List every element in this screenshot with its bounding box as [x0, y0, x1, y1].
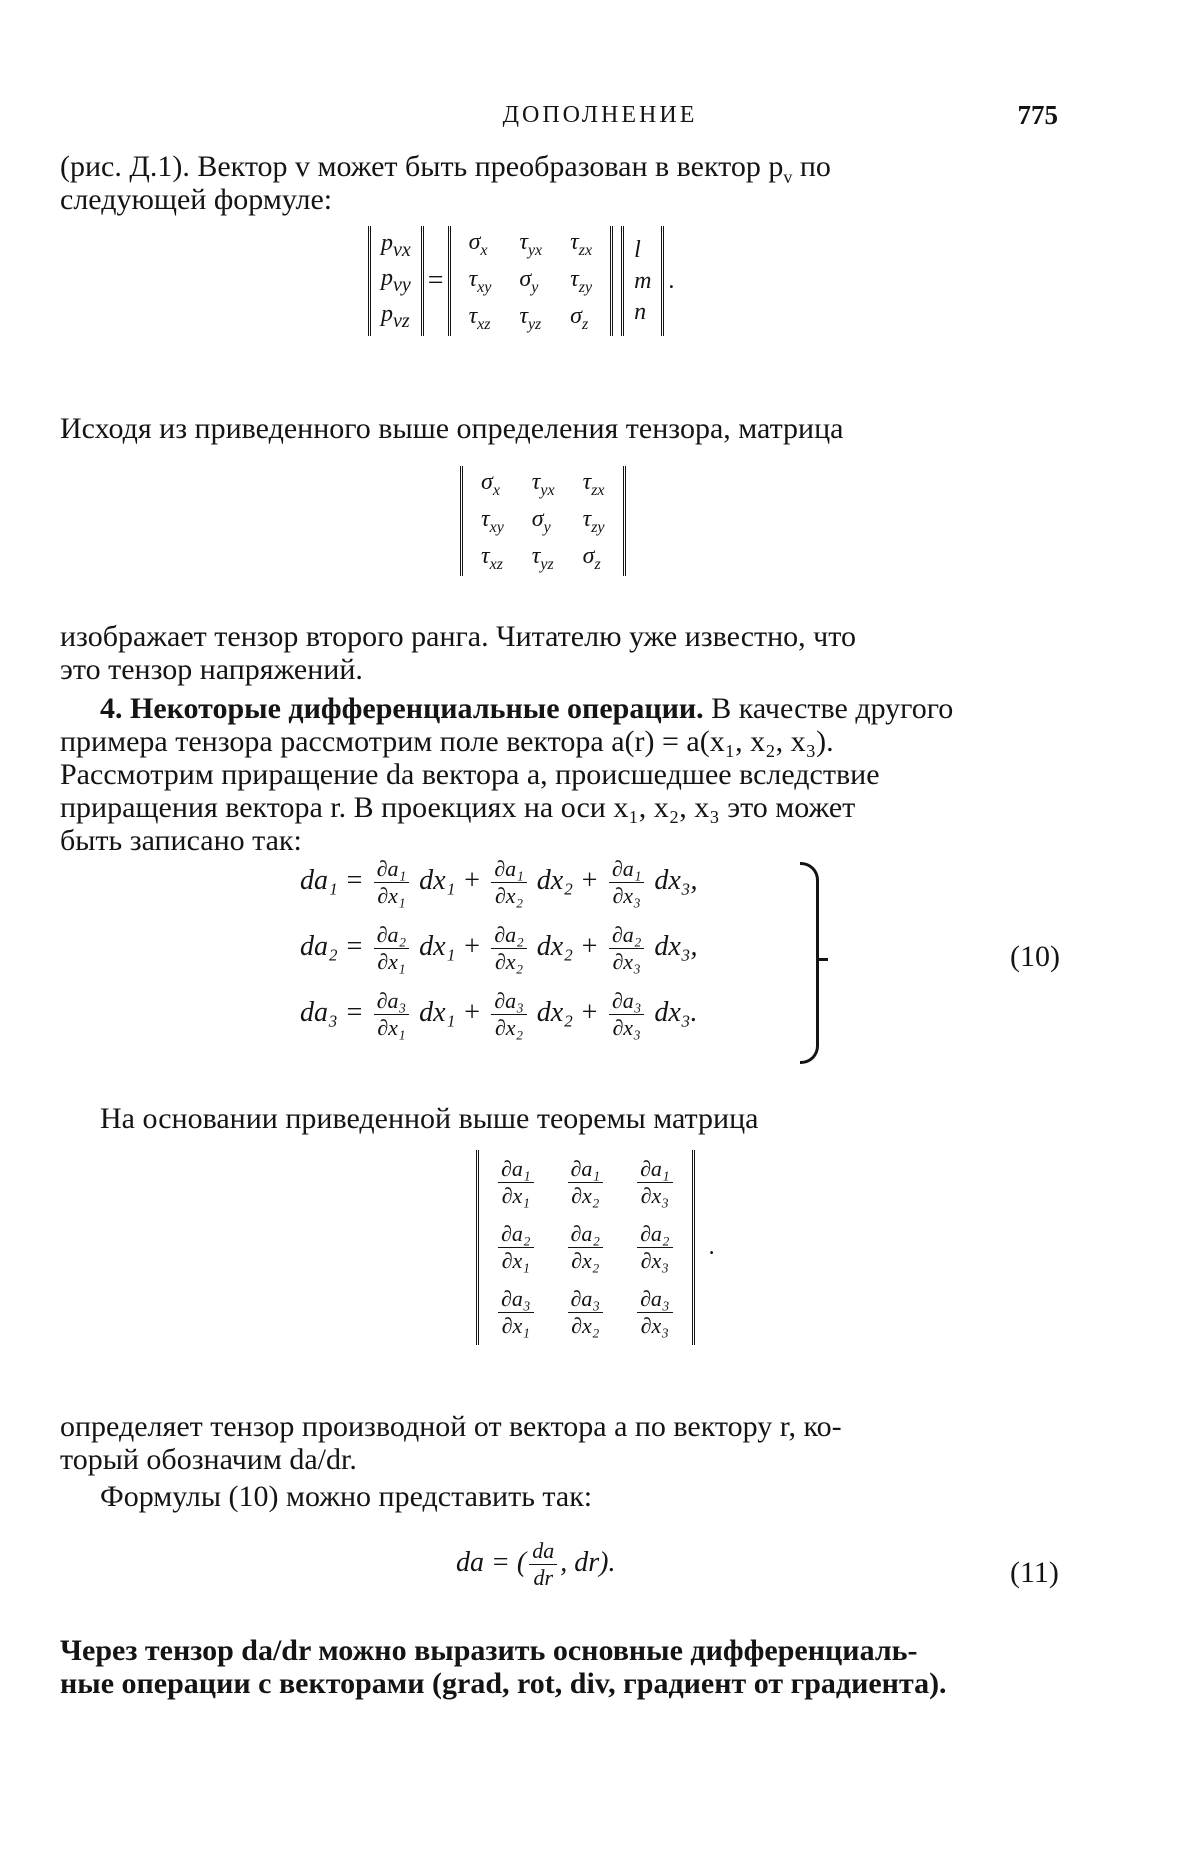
stress-equation	[368, 226, 678, 336]
matrix-row	[467, 540, 619, 577]
fraction: $\frac{\text{∂a₃}}{\text{∂x₃}}$	[637, 1286, 673, 1339]
matrix-cell: $\tau_{xz}$	[481, 542, 503, 573]
p-vector-entry: $p_{vy}$	[381, 265, 411, 297]
matrix-cell: $\sigma_y$	[519, 265, 539, 296]
dir-l: l	[634, 236, 641, 263]
direction-vector	[623, 226, 663, 336]
paragraph-3-line-2: это тензор напряжений.	[60, 653, 363, 686]
matrix-cell: $\tau_{yz}$	[519, 302, 542, 333]
fraction: $\frac{\text{∂a₁}}{\text{∂x₁}}$	[498, 1156, 534, 1209]
differential-term: dx₁ +	[412, 864, 489, 896]
matrix-cell: $\tau_{xy}$	[481, 505, 504, 536]
matrix-cell	[551, 1280, 621, 1345]
right-brace	[800, 862, 819, 1064]
matrix-cell: $\tau_{zx}$	[582, 469, 605, 499]
differential-term: dx₁ +	[412, 930, 489, 962]
equation-10	[300, 856, 698, 1054]
matrix-cell: $\sigma_z$	[570, 302, 589, 333]
trailing-dot: .	[668, 267, 675, 294]
fraction: $\frac{\text{∂a₂}}{\text{∂x₂}}$	[568, 1221, 604, 1274]
jacobian-matrix	[476, 1150, 729, 1345]
running-header: ДОПОЛНЕНИЕ	[502, 102, 698, 128]
paragraph-7: Формулы (10) можно представить так:	[100, 1480, 593, 1513]
fraction: $\frac{\text{∂a₃}}{\text{∂x₃}}$	[609, 988, 645, 1041]
equation-lhs: da₃ =	[300, 996, 371, 1028]
dir-m: m	[634, 267, 652, 294]
stress-tensor-matrix	[460, 466, 626, 576]
matrix-cell: $\tau_{zy}$	[582, 505, 605, 536]
paragraph-4-line-3: Рассмотрим приращение da вектора a, происшедшее вследствие	[60, 758, 880, 791]
matrix-cell: $\tau_{yx}$	[519, 229, 543, 259]
paragraph-8-line-2: ные операции с векторами (grad, rot, div, градиент от градиента).	[60, 1667, 947, 1700]
matrix-cell	[481, 1215, 551, 1280]
dir-n: n	[634, 298, 647, 325]
trailing-dot: .	[708, 1234, 715, 1260]
paragraph-3-line-1: изображает тензор второго ранга. Читателю уже известно, что	[60, 620, 856, 653]
matrix-row	[481, 1280, 690, 1345]
differential-term: dx₂ +	[529, 996, 606, 1028]
paragraph-2: Исходя из приведенного выше определения тензора, матрица	[60, 412, 844, 445]
matrix-cell	[481, 1280, 551, 1345]
paragraph-8-line-1: Через тензор da/dr можно выразить основные дифференциаль-	[60, 1634, 918, 1667]
matrix-row	[455, 300, 607, 337]
paragraph-5: На основании приведенной выше теоремы матрица	[100, 1102, 759, 1135]
section-heading: 4. Некоторые дифференциальные операции.	[100, 692, 704, 725]
differential-term: dx₁ +	[412, 996, 489, 1028]
p4-rest: В качестве другого	[703, 692, 954, 725]
equation-lhs: da₁ =	[300, 864, 371, 896]
paragraph-4-line-4: приращения вектора r. В проекциях на оси x₁, x₂, x₃ это может	[60, 791, 856, 824]
equation-11	[456, 1538, 615, 1591]
matrix-cell	[620, 1215, 690, 1280]
matrix-cell: $\sigma_y$	[531, 505, 551, 536]
eq11-lhs: da = (	[456, 1546, 527, 1578]
differential-term: dx₂ +	[529, 930, 606, 962]
matrix-cell: $\tau_{zx}$	[570, 229, 593, 259]
paragraph-6-line-1: определяет тензор производной от вектора a по вектору r, ко-	[60, 1410, 842, 1443]
paragraph-4-line-2: примера тензора рассмотрим поле вектора a(r) = a(x₁, x₂, x₃).	[60, 725, 834, 758]
fraction: $\frac{\text{∂a₂}}{\text{∂x₁}}$	[374, 922, 410, 975]
matrix-row	[467, 466, 619, 503]
fraction: $\frac{\text{∂a₃}}{\text{∂x₂}}$	[491, 988, 527, 1041]
matrix-row	[481, 1215, 690, 1280]
p1-text: (рис. Д.1). Вектор v может быть преобразован в вектор p	[60, 150, 784, 183]
fraction: $\frac{\text{∂a₂}}{\text{∂x₃}}$	[637, 1221, 673, 1274]
fraction: $\frac{\text{∂a₁}}{\text{∂x₁}}$	[374, 856, 410, 909]
page-number: 775	[1017, 100, 1058, 130]
matrix-cell: $\tau_{yx}$	[531, 469, 555, 499]
equation-row	[300, 856, 698, 922]
fraction: $\frac{\text{∂a₁}}{\text{∂x₂}}$	[568, 1156, 604, 1209]
matrix-cell	[551, 1215, 621, 1280]
fraction: $\frac{\text{∂a₁}}{\text{∂x₃}}$	[637, 1156, 673, 1209]
matrix-row	[455, 226, 607, 263]
eq11-fraction: $\frac{da}{dr}$	[529, 1538, 557, 1591]
differential-term: dx₃,	[647, 864, 698, 896]
matrix-row	[455, 263, 607, 300]
fraction: $\frac{\text{∂a₁}}{\text{∂x₂}}$	[491, 856, 527, 909]
paragraph-6-line-2: торый обозначим da/dr.	[60, 1443, 357, 1476]
differential-term: dx₃.	[647, 996, 698, 1028]
matrix-cell	[620, 1150, 690, 1215]
matrix-row	[467, 503, 619, 540]
equation-number-10: (10)	[1010, 940, 1060, 973]
equation-row	[300, 988, 698, 1054]
matrix-cell: $\tau_{yz}$	[531, 542, 554, 573]
p1-end: по	[792, 150, 831, 183]
matrix-cell	[551, 1150, 621, 1215]
fraction: $\frac{\text{∂a₁}}{\text{∂x₃}}$	[609, 856, 645, 909]
matrix-row	[481, 1150, 690, 1215]
p-vector-entry: $p_{vz}$	[381, 301, 410, 332]
differential-term: dx₂ +	[529, 864, 606, 896]
stress-matrix	[449, 226, 612, 336]
matrix-cell	[620, 1280, 690, 1345]
brace-tip	[816, 958, 828, 961]
matrix-cell	[481, 1150, 551, 1215]
paragraph-1-line-2: следующей формуле:	[60, 183, 333, 216]
equation-number-11: (11)	[1010, 1556, 1059, 1589]
matrix-cell: $\tau_{xy}$	[468, 265, 492, 296]
fraction: $\frac{\text{∂a₂}}{\text{∂x₃}}$	[609, 922, 645, 975]
equation-lhs: da₂ =	[300, 930, 371, 962]
fraction: $\frac{\text{∂a₂}}{\text{∂x₁}}$	[498, 1221, 534, 1274]
equals-sign: =	[427, 265, 444, 297]
matrix-cell: $\tau_{xz}$	[468, 302, 491, 333]
matrix-cell: $\sigma_x$	[481, 469, 500, 499]
fraction: $\frac{\text{∂a₃}}{\text{∂x₂}}$	[568, 1286, 604, 1339]
differential-term: dx₃,	[647, 930, 698, 962]
p-vector	[370, 226, 423, 336]
fraction: $\frac{\text{∂a₂}}{\text{∂x₂}}$	[491, 922, 527, 975]
paragraph-4-line-1	[100, 692, 953, 725]
fraction: $\frac{\text{∂a₃}}{\text{∂x₁}}$	[374, 988, 410, 1041]
p-vector-entry: $p_{vx}$	[381, 229, 411, 261]
paragraph-4-line-5: быть записано так:	[60, 824, 302, 857]
eq11-rhs: , dr).	[560, 1546, 616, 1578]
matrix-cell: $\tau_{zy}$	[570, 265, 593, 296]
matrix-cell: $\sigma_z$	[582, 542, 601, 573]
matrix-cell: $\sigma_x$	[468, 229, 488, 259]
fraction: $\frac{\text{∂a₃}}{\text{∂x₁}}$	[498, 1286, 534, 1339]
equation-row	[300, 922, 698, 988]
p1-subscript: v	[783, 167, 793, 187]
